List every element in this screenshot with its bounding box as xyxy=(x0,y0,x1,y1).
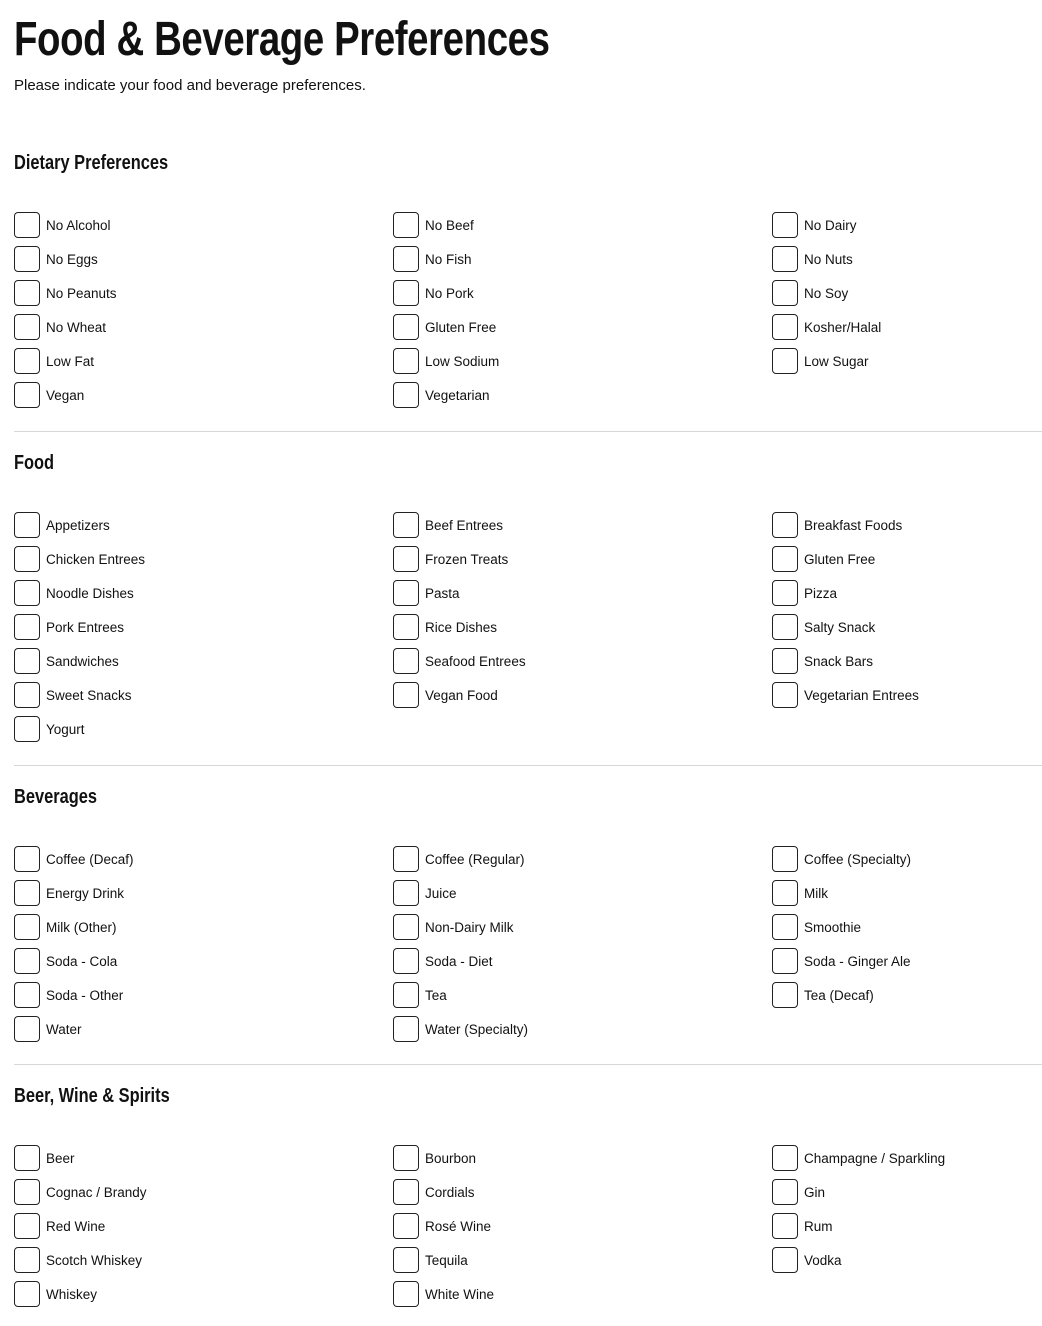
checkbox[interactable] xyxy=(772,948,798,974)
checkbox[interactable] xyxy=(393,246,419,272)
checkbox-label: Rosé Wine xyxy=(425,1218,492,1234)
checkbox-label: Pasta xyxy=(425,585,460,601)
checkbox-label: Salty Snack xyxy=(804,619,876,635)
checkbox-label: Red Wine xyxy=(46,1218,106,1234)
checkbox-label: Gluten Free xyxy=(425,319,497,335)
checkbox-label: Tea xyxy=(425,987,447,1003)
checkbox-item[interactable] xyxy=(772,1209,1042,1243)
checkbox[interactable] xyxy=(14,314,40,340)
checkbox-item[interactable] xyxy=(772,876,1042,910)
checkbox[interactable] xyxy=(772,614,798,640)
checkbox-label: No Pork xyxy=(425,285,474,301)
checkbox[interactable] xyxy=(14,1016,40,1042)
checkbox-item[interactable] xyxy=(393,1175,772,1209)
checkbox-item[interactable] xyxy=(772,208,1042,242)
checkbox-item[interactable] xyxy=(393,276,772,310)
section-heading: Food xyxy=(14,452,55,474)
checkbox[interactable] xyxy=(772,1145,798,1171)
checkbox-label: Sweet Snacks xyxy=(46,687,132,703)
checkbox-label: Beef Entrees xyxy=(425,517,504,533)
section-divider xyxy=(14,765,1042,766)
checkbox[interactable] xyxy=(772,546,798,572)
page-subtitle: Please indicate your food and beverage preferences. xyxy=(14,77,366,94)
checkbox-item[interactable] xyxy=(393,542,772,576)
checkbox-item[interactable] xyxy=(393,1141,772,1175)
checkbox-item[interactable] xyxy=(772,242,1042,276)
checkbox-label: Tea (Decaf) xyxy=(804,987,874,1003)
checkbox[interactable] xyxy=(772,246,798,272)
checkbox-label: Smoothie xyxy=(804,919,862,935)
checkbox[interactable] xyxy=(393,280,419,306)
checkbox-label: Juice xyxy=(425,885,457,901)
checkbox-label: Appetizers xyxy=(46,517,110,533)
checkbox[interactable] xyxy=(14,546,40,572)
checkbox-item[interactable] xyxy=(772,944,1042,978)
checkbox[interactable] xyxy=(772,682,798,708)
checkbox-label: Energy Drink xyxy=(46,885,125,901)
checkbox[interactable] xyxy=(14,1281,40,1307)
checkbox-label: Scotch Whiskey xyxy=(46,1252,143,1268)
checkbox-item[interactable] xyxy=(772,910,1042,944)
checkbox[interactable] xyxy=(393,948,419,974)
checkbox-item[interactable] xyxy=(14,208,393,242)
checkbox-item[interactable] xyxy=(14,910,393,944)
checkbox-label: Coffee (Decaf) xyxy=(46,851,134,867)
checkbox-label: Milk xyxy=(804,885,828,901)
checkbox-item[interactable] xyxy=(14,678,393,712)
checkbox-label: No Eggs xyxy=(46,251,98,267)
checkbox-item[interactable] xyxy=(14,1012,393,1046)
page-title: Food & Beverage Preferences xyxy=(14,13,550,66)
checkbox-item[interactable] xyxy=(14,712,393,746)
checkbox-item[interactable] xyxy=(393,910,772,944)
checkbox-label: Gin xyxy=(804,1184,826,1200)
checkbox-label: No Nuts xyxy=(804,251,853,267)
checkbox-item[interactable] xyxy=(393,344,772,378)
checkbox-item[interactable] xyxy=(393,610,772,644)
checkbox-item[interactable] xyxy=(772,542,1042,576)
checkbox-label: Cognac / Brandy xyxy=(46,1184,147,1200)
checkbox-item[interactable] xyxy=(14,876,393,910)
checkbox-label: Water xyxy=(46,1021,82,1037)
checkbox-grid xyxy=(14,208,1042,412)
checkbox-item[interactable] xyxy=(393,508,772,542)
checkbox-label: No Alcohol xyxy=(46,217,111,233)
checkbox-label: Yogurt xyxy=(46,721,85,737)
checkbox-item[interactable] xyxy=(393,1243,772,1277)
checkbox[interactable] xyxy=(393,846,419,872)
checkbox-item[interactable] xyxy=(14,310,393,344)
checkbox[interactable] xyxy=(14,1179,40,1205)
checkbox-item[interactable] xyxy=(14,344,393,378)
checkbox[interactable] xyxy=(772,314,798,340)
checkbox[interactable] xyxy=(393,1247,419,1273)
checkbox-label: Pizza xyxy=(804,585,838,601)
checkbox-label: Beer xyxy=(46,1150,75,1166)
checkbox-item[interactable] xyxy=(393,1277,772,1311)
checkbox[interactable] xyxy=(393,580,419,606)
checkbox-item[interactable] xyxy=(393,644,772,678)
checkbox[interactable] xyxy=(393,982,419,1008)
checkbox-item[interactable] xyxy=(393,978,772,1012)
checkbox[interactable] xyxy=(14,382,40,408)
checkbox-label: Soda - Ginger Ale xyxy=(804,953,911,969)
section-divider xyxy=(14,431,1042,432)
checkbox-label: Tequila xyxy=(425,1252,468,1268)
checkbox-label: No Beef xyxy=(425,217,474,233)
checkbox[interactable] xyxy=(393,682,419,708)
checkbox-item[interactable] xyxy=(393,310,772,344)
checkbox-item[interactable] xyxy=(393,876,772,910)
checkbox-item[interactable] xyxy=(393,678,772,712)
checkbox-label: White Wine xyxy=(425,1286,495,1302)
checkbox[interactable] xyxy=(393,314,419,340)
checkbox[interactable] xyxy=(14,914,40,940)
checkbox-item[interactable] xyxy=(772,508,1042,542)
checkbox[interactable] xyxy=(14,846,40,872)
checkbox-item[interactable] xyxy=(772,842,1042,876)
checkbox-label: No Fish xyxy=(425,251,472,267)
checkbox-item[interactable] xyxy=(772,276,1042,310)
checkbox[interactable] xyxy=(14,348,40,374)
checkbox-grid xyxy=(14,508,1042,746)
checkbox[interactable] xyxy=(393,546,419,572)
checkbox[interactable] xyxy=(393,1016,419,1042)
checkbox[interactable] xyxy=(393,648,419,674)
checkbox-item[interactable] xyxy=(393,1209,772,1243)
checkbox-item[interactable] xyxy=(393,242,772,276)
checkbox-item[interactable] xyxy=(393,1012,772,1046)
checkbox[interactable] xyxy=(14,280,40,306)
checkbox-label: Low Sugar xyxy=(804,353,869,369)
checkbox[interactable] xyxy=(14,982,40,1008)
section-heading: Dietary Preferences xyxy=(14,152,169,174)
checkbox-item[interactable] xyxy=(772,1175,1042,1209)
checkbox-label: Vodka xyxy=(804,1252,842,1268)
checkbox-item[interactable] xyxy=(14,508,393,542)
section-food xyxy=(14,452,1042,746)
checkbox-item[interactable] xyxy=(772,1141,1042,1175)
checkbox-item[interactable] xyxy=(14,1277,393,1311)
checkbox[interactable] xyxy=(393,1213,419,1239)
checkbox[interactable] xyxy=(772,580,798,606)
checkbox-item[interactable] xyxy=(393,842,772,876)
checkbox-item[interactable] xyxy=(393,944,772,978)
checkbox-label: Coffee (Regular) xyxy=(425,851,525,867)
checkbox-item[interactable] xyxy=(772,344,1042,378)
checkbox-item[interactable] xyxy=(14,1209,393,1243)
checkbox-label: Rum xyxy=(804,1218,833,1234)
checkbox-label: Gluten Free xyxy=(804,551,876,567)
checkbox[interactable] xyxy=(393,880,419,906)
checkbox-label: Rice Dishes xyxy=(425,619,498,635)
checkbox-item[interactable] xyxy=(772,978,1042,1012)
checkbox-item[interactable] xyxy=(14,542,393,576)
checkbox-item[interactable] xyxy=(14,1141,393,1175)
checkbox-label: Frozen Treats xyxy=(425,551,509,567)
checkbox[interactable] xyxy=(14,512,40,538)
checkbox[interactable] xyxy=(772,846,798,872)
checkbox[interactable] xyxy=(393,614,419,640)
checkbox-label: No Peanuts xyxy=(46,285,117,301)
checkbox[interactable] xyxy=(14,716,40,742)
checkbox[interactable] xyxy=(772,212,798,238)
checkbox-label: Non-Dairy Milk xyxy=(425,919,514,935)
checkbox-item[interactable] xyxy=(772,576,1042,610)
checkbox[interactable] xyxy=(393,348,419,374)
checkbox[interactable] xyxy=(772,512,798,538)
checkbox-label: Vegan xyxy=(46,387,85,403)
checkbox-label: No Soy xyxy=(804,285,849,301)
checkbox-item[interactable] xyxy=(772,310,1042,344)
checkbox-label: Low Sodium xyxy=(425,353,500,369)
checkbox[interactable] xyxy=(393,914,419,940)
checkbox[interactable] xyxy=(772,1247,798,1273)
section-beer-wine-spirits xyxy=(14,1085,1042,1311)
checkbox[interactable] xyxy=(393,212,419,238)
checkbox-label: Cordials xyxy=(425,1184,475,1200)
checkbox-label: Whiskey xyxy=(46,1286,98,1302)
checkbox[interactable] xyxy=(772,1179,798,1205)
checkbox-grid xyxy=(14,842,1042,1046)
checkbox[interactable] xyxy=(393,1281,419,1307)
checkbox-label: Breakfast Foods xyxy=(804,517,903,533)
checkbox-label: Soda - Cola xyxy=(46,953,118,969)
checkbox-label: Seafood Entrees xyxy=(425,653,526,669)
checkbox[interactable] xyxy=(14,682,40,708)
checkbox[interactable] xyxy=(772,280,798,306)
checkbox-label: Noodle Dishes xyxy=(46,585,134,601)
checkbox[interactable] xyxy=(14,614,40,640)
checkbox[interactable] xyxy=(772,648,798,674)
checkbox-label: Bourbon xyxy=(425,1150,477,1166)
checkbox-item[interactable] xyxy=(772,644,1042,678)
checkbox[interactable] xyxy=(772,880,798,906)
checkbox-item[interactable] xyxy=(14,842,393,876)
checkbox-item[interactable] xyxy=(14,644,393,678)
checkbox-item[interactable] xyxy=(393,378,772,412)
checkbox[interactable] xyxy=(393,1145,419,1171)
checkbox-label: Pork Entrees xyxy=(46,619,125,635)
checkbox[interactable] xyxy=(14,1247,40,1273)
checkbox-label: Sandwiches xyxy=(46,653,119,669)
checkbox[interactable] xyxy=(393,512,419,538)
checkbox[interactable] xyxy=(772,348,798,374)
checkbox-label: Vegetarian xyxy=(425,387,490,403)
checkbox[interactable] xyxy=(14,648,40,674)
checkbox-item[interactable] xyxy=(393,576,772,610)
checkbox[interactable] xyxy=(14,580,40,606)
checkbox-item[interactable] xyxy=(14,1175,393,1209)
checkbox-label: Coffee (Specialty) xyxy=(804,851,912,867)
checkbox[interactable] xyxy=(14,1145,40,1171)
checkbox-label: Vegan Food xyxy=(425,687,498,703)
checkbox[interactable] xyxy=(772,914,798,940)
checkbox[interactable] xyxy=(14,948,40,974)
checkbox-label: No Wheat xyxy=(46,319,107,335)
checkbox[interactable] xyxy=(14,1213,40,1239)
checkbox[interactable] xyxy=(14,246,40,272)
checkbox-item[interactable] xyxy=(14,978,393,1012)
checkbox-label: Champagne / Sparkling xyxy=(804,1150,946,1166)
section-dietary-preferences xyxy=(14,152,1042,412)
checkbox-label: Snack Bars xyxy=(804,653,874,669)
checkbox-item[interactable] xyxy=(14,576,393,610)
checkbox-item[interactable] xyxy=(14,276,393,310)
checkbox[interactable] xyxy=(393,382,419,408)
section-divider xyxy=(14,1064,1042,1065)
checkbox-label: Kosher/Halal xyxy=(804,319,882,335)
checkbox-item[interactable] xyxy=(14,1243,393,1277)
section-heading: Beverages xyxy=(14,786,97,808)
checkbox-item[interactable] xyxy=(14,610,393,644)
checkbox[interactable] xyxy=(14,212,40,238)
checkbox-label: Chicken Entrees xyxy=(46,551,146,567)
checkbox-item[interactable] xyxy=(772,1243,1042,1277)
checkbox-label: Soda - Other xyxy=(46,987,124,1003)
checkbox[interactable] xyxy=(772,1213,798,1239)
checkbox-label: Milk (Other) xyxy=(46,919,117,935)
checkbox[interactable] xyxy=(393,1179,419,1205)
checkbox-label: Vegetarian Entrees xyxy=(804,687,919,703)
checkbox-item[interactable] xyxy=(772,610,1042,644)
section-beverages xyxy=(14,786,1042,1046)
checkbox-label: Water (Specialty) xyxy=(425,1021,529,1037)
checkbox-label: No Dairy xyxy=(804,217,857,233)
checkbox[interactable] xyxy=(772,982,798,1008)
checkbox-label: Low Fat xyxy=(46,353,95,369)
checkbox-item[interactable] xyxy=(772,678,1042,712)
checkbox-item[interactable] xyxy=(14,378,393,412)
checkbox-grid xyxy=(14,1141,1042,1311)
checkbox-item[interactable] xyxy=(14,944,393,978)
checkbox-item[interactable] xyxy=(393,208,772,242)
checkbox[interactable] xyxy=(14,880,40,906)
checkbox-label: Soda - Diet xyxy=(425,953,493,969)
section-heading: Beer, Wine & Spirits xyxy=(14,1085,170,1107)
checkbox-item[interactable] xyxy=(14,242,393,276)
